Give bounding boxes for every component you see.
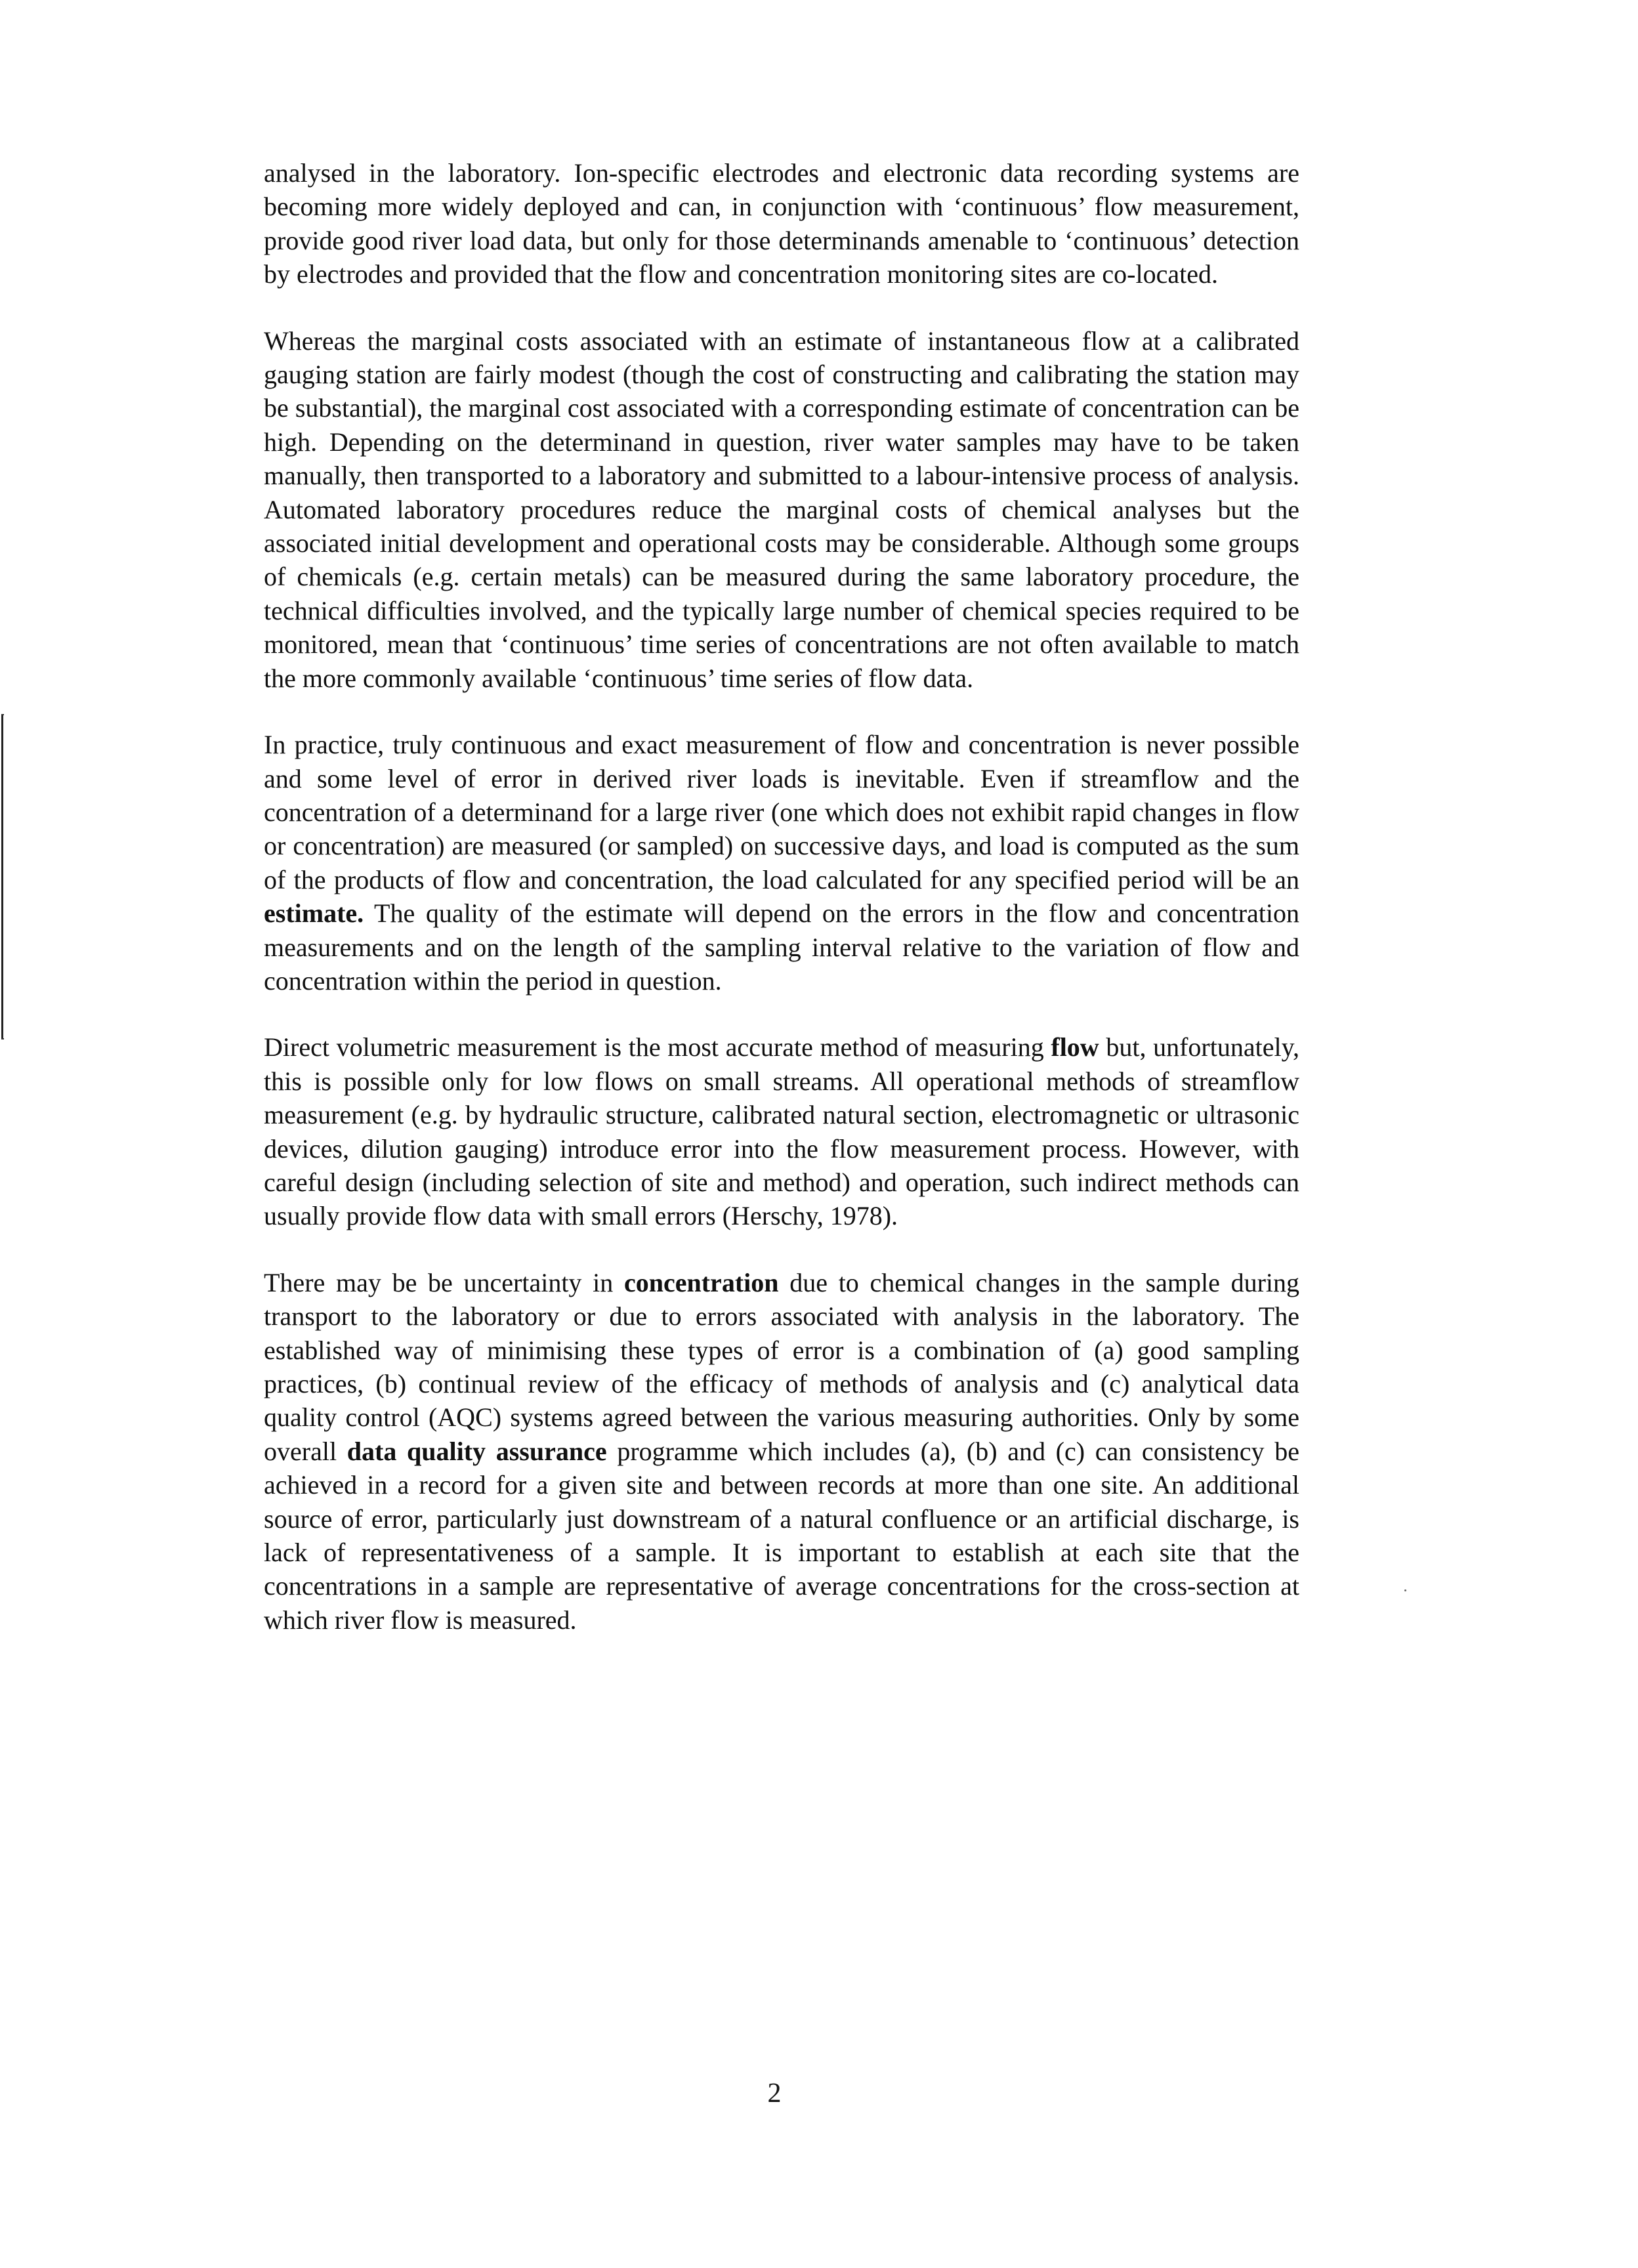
text-segment: but, unfortunately, this is possible only for low flows on small streams. All operational methods of streamflow measurement (e.g. by hydraulic structure, calibrated natural section, electromagnetic or ultrasonic devices, dilution gauging) introduce error into the flow measurement process. However, with careful design (including selection of site and method) and operation, such indirect methods can usually provide flow data with small errors (Herschy, 1978). [264, 1032, 1299, 1231]
paragraph [264, 156, 1299, 291]
text-segment: In practice, truly continuous and exact measurement of flow and concentration is never possible and some level of error in derived river loads is inevitable. Even if streamflow and the concentration of a determinand for a large river (one which does not exhibit rapid changes in flow or concentration) are measured (or sampled) on successive days, and load is computed as the sum of the products of flow and concentration, the load calculated for any specified period will be an [264, 730, 1299, 894]
text-segment: The quality of the estimate will depend on the errors in the flow and concentration measurements and on the length of the sampling interval relative to the variation of flow and concentration within the period in question. [264, 898, 1299, 996]
emphasized-term: estimate. [264, 898, 364, 929]
text-segment: due to chemical changes in the sample during transport to the laboratory or due to errors associated with analysis in the laboratory. The established way of minimising these types of error is a combination of (a) good sampling practices, (b) continual review of the efficacy of methods of analysis and (c) analytical data quality control (AQC) systems agreed between the various measuring authorities. Only by some overall [264, 1267, 1300, 1466]
paragraph [264, 1030, 1299, 1232]
emphasized-term: concentration [623, 1267, 779, 1297]
text-segment: Whereas the marginal costs associated with an estimate of instantaneous flow at a calibrated gauging station are fairly modest (though the cost of constructing and calibrating the station may be substantial), the marginal cost associated with a corresponding estimate of concentration can be high. Depending on the determinand in question, river water samples may have to be taken manually, then transported to a laboratory and submitted to a labour-intensive process of analysis. Automated laboratory procedures reduce the marginal costs of chemical analyses but the associated initial development and operational costs may be considerable. Although some groups of chemicals (e.g. certain metals) can be measured during the same laboratory procedure, the technical difficulties involved, and the typically large number of chemical species required to be monitored, mean that ‘continuous’ time series of concentrations are not often available to match the more commonly available ‘continuous’ time series of flow data. [264, 326, 1299, 693]
page-number: 2 [767, 2078, 782, 2109]
text-segment: programme which includes (a), (b) and (c) can consistency be achieved in a record for a given site and between records at more than one site. An additional source of error, particularly just downstream of a natural confluence or an artificial discharge, is lack of representativeness of a sample. It is important to establish at each site that the concentrations in a sample are representative of average concentrations for the cross-section at which river flow is measured. [264, 1436, 1299, 1635]
text-segment: Direct volumetric measurement is the most accurate method of measuring [264, 1032, 1051, 1062]
scan-speck [1404, 1589, 1406, 1591]
text-segment: analysed in the laboratory. Ion-specific electrodes and electronic data recording systems are becoming more widely deployed and can, in conjunction with ‘continuous’ flow measurement, provide good river load data, but only for those determinands amenable to ‘continuous’ detection by electrodes and provided that the flow and concentration monitoring sites are co-located. [264, 158, 1299, 289]
margin-tick [1, 1038, 4, 1040]
emphasized-term: data quality assurance [346, 1436, 607, 1466]
margin-tick [1, 714, 4, 715]
margin-change-bar [1, 715, 3, 1038]
emphasized-term: flow [1051, 1032, 1099, 1062]
paragraph [264, 324, 1299, 695]
paragraph [264, 728, 1299, 998]
body-text [264, 156, 1299, 1637]
text-segment: There may be be uncertainty in [264, 1267, 624, 1297]
paragraph [264, 1266, 1299, 1637]
